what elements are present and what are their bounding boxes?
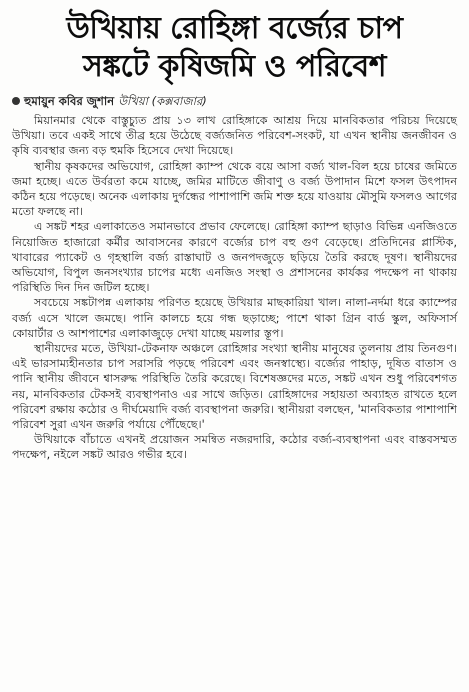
- paragraph-5: স্থানীয়দের মতে, উখিয়া-টেকনাফ অঞ্চলে রোহিঙ্গার সংখ্যা স্থানীয় মানুষের তুলনায় প্রায় তিনগুণ। এই ভারসাম্যহীনতার চাপ সরাসরি পড়ছে পরিবেশ এবং জনস্বাস্থ্যে। বর্জ্যের পাহাড়, দূষিত বাতাস ও পানি স্থানীয় জীবনে শ্বাসরুদ্ধ পরিস্থিতি তৈরি করেছে। বিশেষজ্ঞদের মতে, সঙ্কট এখন শুধু পরিবেশগত নয়, মানবিকতার টেকসই ব্যবস্থাপনাও এর সাথে জড়িত। রোহিঙ্গাদের সহায়তা অব্যাহত রাখতে হলে পরিবেশ রক্ষায় কঠোর ও দীর্ঘমেয়াদি বর্জ্য ব্যবস্থাপনা জরুরি। স্থানীয়রা বলছেন, 'মানবিকতার পাশাপাশি পরিবেশ সুরা এখন জরুরি পর্যায়ে পৌঁছেছে।': [12, 342, 457, 432]
- headline-line-2: সঙ্কটে কৃষিজমি ও পরিবেশ: [82, 49, 387, 84]
- byline-author: হুমায়ুন কবির জুশান: [24, 94, 115, 108]
- headline-line-1: উখিয়ায় রোহিঙ্গা বর্জ্যের চাপ: [66, 11, 403, 46]
- paragraph-6: উখিয়াকে বাঁচাতে এখনই প্রয়োজন সমন্বিত নজরদারি, কঠোর বর্জ্য-ব্যবস্থাপনা এবং বাস্তবসম্মত পদক্ষেপ, নইলে সঙ্কট আরও গভীর হবে।: [12, 433, 457, 462]
- article-body: [12, 113, 457, 463]
- paragraph-3: এ সঙ্কট শহর এলাকাতেও সমানভাবে প্রভাব ফেলেছে। রোহিঙ্গা ক্যাম্প ছাড়াও বিভিন্ন এনজিওতে নিয়োজিত হাজারো কর্মীর আবাসনের কারণে বর্জ্যের চাপ বহু গুণ বেড়েছে। প্রতিদিনের প্লাস্টিক, খাবারের প্যাকেট ও গৃহস্থালি বর্জ্য রাস্তাঘাট ও জনপদজুড়ে ছড়িয়ে তৈরি করছে দূষণ। স্থানীয়দের অভিযোগ, বিপুল জনসংখ্যার চাপের মধ্যে এনজিও সংস্থা ও প্রশাসনের কার্যকর পদক্ষেপ না থাকায় পরিস্থিতি দিন দিন জটিল হচ্ছে।: [12, 220, 457, 295]
- byline-location: উখিয়া (কক্সবাজার): [118, 94, 207, 108]
- paragraph-4: সবচেয়ে সঙ্কটাপন্ন এলাকায় পরিণত হয়েছে উখিয়ার মাছকারিয়া খাল। নালা-নর্দমা ধরে ক্যাম্পের বর্জ্য এসে খালে জমছে। পানি কালচে হয়ে গন্ধ ছড়াচ্ছে; পাশে থাকা গ্রিন বার্ড স্কুল, অফিসার্স কোয়ার্টার ও আশপাশের এলাকাজুড়ে দেখা যাচ্ছে ময়লার স্তূপ।: [12, 296, 457, 340]
- byline: [12, 94, 457, 109]
- paragraph-1: মিয়ানমার থেকে বাস্তুচ্যুত প্রায় ১৩ লাখ রোহিঙ্গাকে আশ্রয় দিয়ে মানবিকতার পরিচয় দিয়েছে উখিয়া। তবে একই সাথে তীব্র হয়ে উঠেছে বর্জ্যজনিত পরিবেশ-সংকট, যা এখন স্থানীয় জনজীবন ও কৃষি ব্যবস্থার জন্য বড় হুমকি হিসেবে দেখা দিয়েছে।: [12, 114, 457, 158]
- paragraph-2: স্থানীয় কৃষকদের অভিযোগ, রোহিঙ্গা ক্যাম্প থেকে বয়ে আসা বর্জ্য খাল-বিল হয়ে চাষের জমিতে জমা হচ্ছে। এতে উর্বরতা কমে যাচ্ছে, জমির মাটিতে জীবাণু ও বর্জ্য উপাদান মিশে ফসল উৎপাদন কঠিন হয়ে পড়েছে। অনেক এলাকায় দুর্গন্ধের পাশাপাশি জমি শক্ত হয়ে যাওয়ায় মৌসুমি ফসলও আগের মতো ফলছে না।: [12, 159, 457, 219]
- bullet-icon: [12, 97, 20, 105]
- headline: [12, 10, 457, 86]
